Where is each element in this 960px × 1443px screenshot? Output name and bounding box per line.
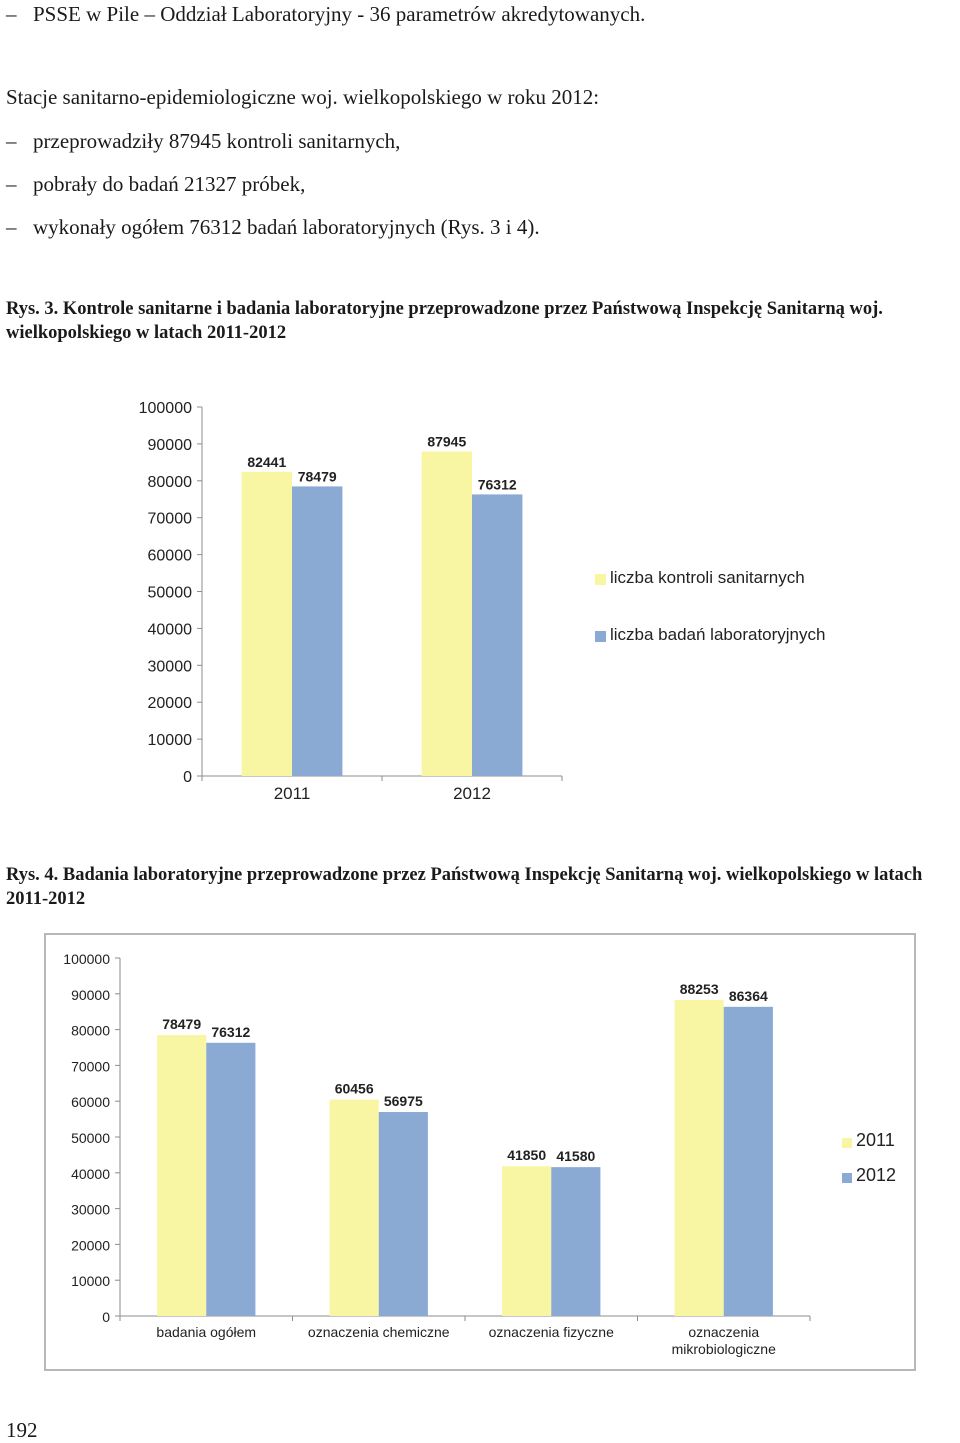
category-label: oznaczenia fizyczne <box>488 1324 614 1340</box>
legend-label: 2011 <box>856 1130 895 1150</box>
bar <box>157 1035 206 1316</box>
summary-heading: Stacje sanitarno-epidemiologiczne woj. wielkopolskiego w roku 2012: <box>6 85 600 109</box>
bar <box>292 486 342 776</box>
category-label: 2012 <box>453 784 491 803</box>
category-label: oznaczenia chemiczne <box>307 1324 450 1340</box>
legend-swatch <box>595 574 606 585</box>
data-label: 78479 <box>162 1016 202 1033</box>
bar <box>330 1100 379 1316</box>
y-tick-label: 50000 <box>71 1130 110 1146</box>
data-label: 88253 <box>679 981 719 998</box>
y-tick-label: 60000 <box>71 1094 110 1111</box>
bar <box>502 1166 551 1316</box>
figure4-chart-frame <box>44 933 916 1371</box>
bar <box>472 494 522 776</box>
data-label: 76312 <box>211 1023 251 1040</box>
y-tick-label: 40000 <box>147 621 192 639</box>
bar <box>551 1167 600 1316</box>
data-label: 41850 <box>507 1147 547 1164</box>
y-tick-label: 40000 <box>71 1165 110 1182</box>
bullet-marker: – <box>6 129 17 153</box>
legend-label: 2012 <box>856 1165 897 1185</box>
y-tick-label: 90000 <box>71 986 110 1003</box>
data-label: 78479 <box>297 468 337 485</box>
y-tick-label: 20000 <box>71 1237 110 1254</box>
y-tick-label: 30000 <box>147 658 192 676</box>
bullet-marker: – <box>6 215 17 239</box>
bar <box>675 1000 724 1316</box>
y-tick-label: 0 <box>183 769 192 786</box>
figure3-chart <box>110 390 870 820</box>
y-tick-label: 30000 <box>71 1201 110 1218</box>
data-label: 82441 <box>247 453 287 470</box>
bullet-first: PSSE w Pile – Oddział Laboratoryjny - 36 parametrów akredytowanych. <box>33 2 646 26</box>
y-tick-label: 70000 <box>71 1058 110 1075</box>
y-tick-label: 90000 <box>147 436 192 454</box>
legend-label: liczba kontroli sanitarnych <box>610 568 805 587</box>
y-tick-label: 50000 <box>147 584 192 602</box>
bullet-controls: przeprowadziły 87945 kontroli sanitarnych, <box>33 129 401 153</box>
data-label: 87945 <box>427 433 467 450</box>
data-label: 86364 <box>728 987 768 1004</box>
category-label: 2011 <box>273 784 311 803</box>
bar <box>206 1043 255 1316</box>
bar <box>242 472 292 776</box>
legend-swatch <box>842 1173 852 1183</box>
y-tick-label: 80000 <box>147 473 192 491</box>
legend-swatch <box>595 631 606 642</box>
legend-label: liczba badań laboratoryjnych <box>610 625 826 644</box>
bar <box>379 1112 428 1316</box>
figure3-chart-container <box>110 390 870 825</box>
bullet-marker: – <box>6 2 17 26</box>
y-tick-label: 100000 <box>138 400 192 417</box>
y-tick-label: 10000 <box>71 1273 110 1290</box>
category-label: oznaczenia <box>688 1324 760 1340</box>
y-tick-label: 60000 <box>147 547 192 565</box>
y-tick-label: 70000 <box>147 510 192 528</box>
y-tick-label: 100000 <box>63 951 110 967</box>
page-number: 192 <box>6 1418 38 1442</box>
figure3-caption: Rys. 3. Kontrole sanitarne i badania laboratoryjne przeprowadzone przez Państwową Inspekcję Sanitarną woj. wielkopolskiego w latach 2011-2012 <box>6 299 883 343</box>
y-tick-label: 20000 <box>147 695 192 713</box>
bullet-marker: – <box>6 172 17 196</box>
category-label: mikrobiologiczne <box>671 1341 776 1357</box>
y-tick-label: 10000 <box>147 732 192 750</box>
bar <box>422 451 472 776</box>
data-label: 41580 <box>556 1148 596 1165</box>
bullet-samples: pobrały do badań 21327 próbek, <box>33 172 306 196</box>
y-tick-label: 0 <box>102 1309 110 1325</box>
y-tick-label: 80000 <box>71 1022 110 1039</box>
figure4-chart <box>46 935 914 1369</box>
bullet-lab-tests: wykonały ogółem 76312 badań laboratoryjnych (Rys. 3 i 4). <box>33 215 540 239</box>
category-label: badania ogółem <box>156 1324 257 1340</box>
data-label: 76312 <box>477 476 517 493</box>
data-label: 60456 <box>334 1080 374 1097</box>
bar <box>724 1007 773 1316</box>
data-label: 56975 <box>383 1093 423 1110</box>
legend-swatch <box>842 1138 852 1148</box>
figure4-caption: Rys. 4. Badania laboratoryjne przeprowadzone przez Państwową Inspekcję Sanitarną woj. wielkopolskiego w latach 2011-2012 <box>6 865 923 909</box>
